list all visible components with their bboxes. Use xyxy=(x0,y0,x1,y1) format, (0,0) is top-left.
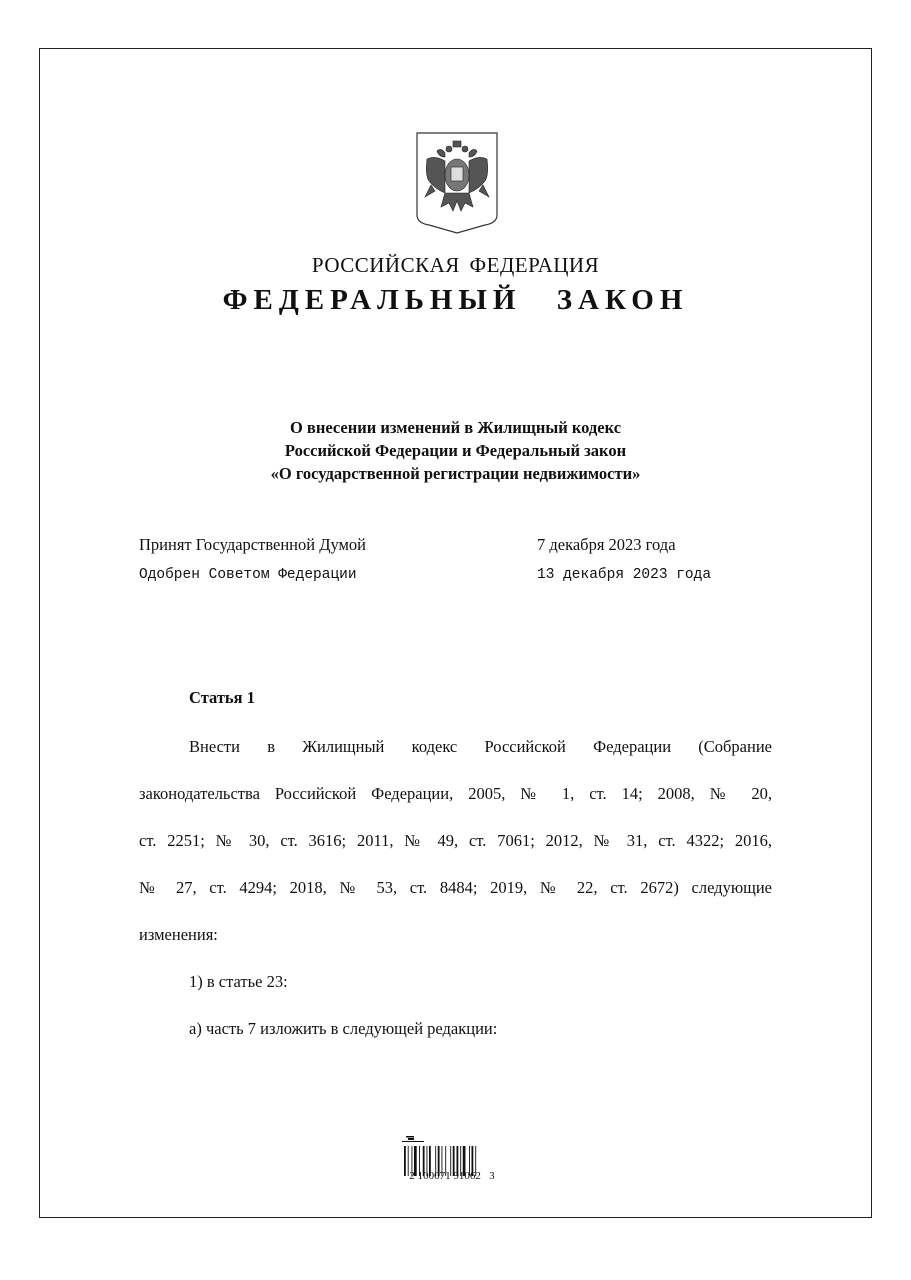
list-item: а) часть 7 изложить в следующей редакции: xyxy=(189,1019,498,1038)
paragraph-line: законодательства Российской Федерации, 2005, № 1, ст. 14; 2008, № 20, xyxy=(139,784,772,803)
document-type: ФЕДЕРАЛЬНЫЙ ЗАКОН xyxy=(222,284,689,316)
barcode-number: 2 100071 91062 3 xyxy=(409,1170,495,1182)
duma-adoption-date: 7 декабря 2023 года xyxy=(537,535,676,554)
law-title-line: О внесении изменений в Жилищный кодекс xyxy=(289,418,622,437)
paragraph-line: изменения: xyxy=(139,925,218,944)
council-approval-label: Одобрен Советом Федерации xyxy=(139,567,357,583)
law-title xyxy=(0,416,911,485)
country-name: РОССИЙСКАЯ ФЕДЕРАЦИЯ xyxy=(311,253,600,277)
council-approval-row xyxy=(139,567,779,591)
article-heading: Статья 1 xyxy=(189,688,255,707)
paragraph-line: Внести в Жилищный кодекс Российской Федерации (Собрание xyxy=(189,737,772,756)
russian-coat-of-arms-emblem xyxy=(415,131,499,235)
list-item: 1) в статье 23: xyxy=(189,972,288,991)
law-title-line: «О государственной регистрации недвижимости» xyxy=(270,464,641,483)
duma-adoption-row xyxy=(139,535,779,559)
law-title-line: Российской Федерации и Федеральный закон xyxy=(284,441,627,460)
paragraph-line: № 27, ст. 4294; 2018, № 53, ст. 8484; 2019, № 22, ст. 2672) следующие xyxy=(139,878,772,897)
duma-adoption-label: Принят Государственной Думой xyxy=(139,535,367,554)
council-approval-date: 13 декабря 2023 года xyxy=(537,567,712,583)
article-body xyxy=(139,723,772,1052)
paragraph-line: ст. 2251; № 30, ст. 3616; 2011, № 49, ст. 7061; 2012, № 31, ст. 4322; 2016, xyxy=(139,831,772,850)
